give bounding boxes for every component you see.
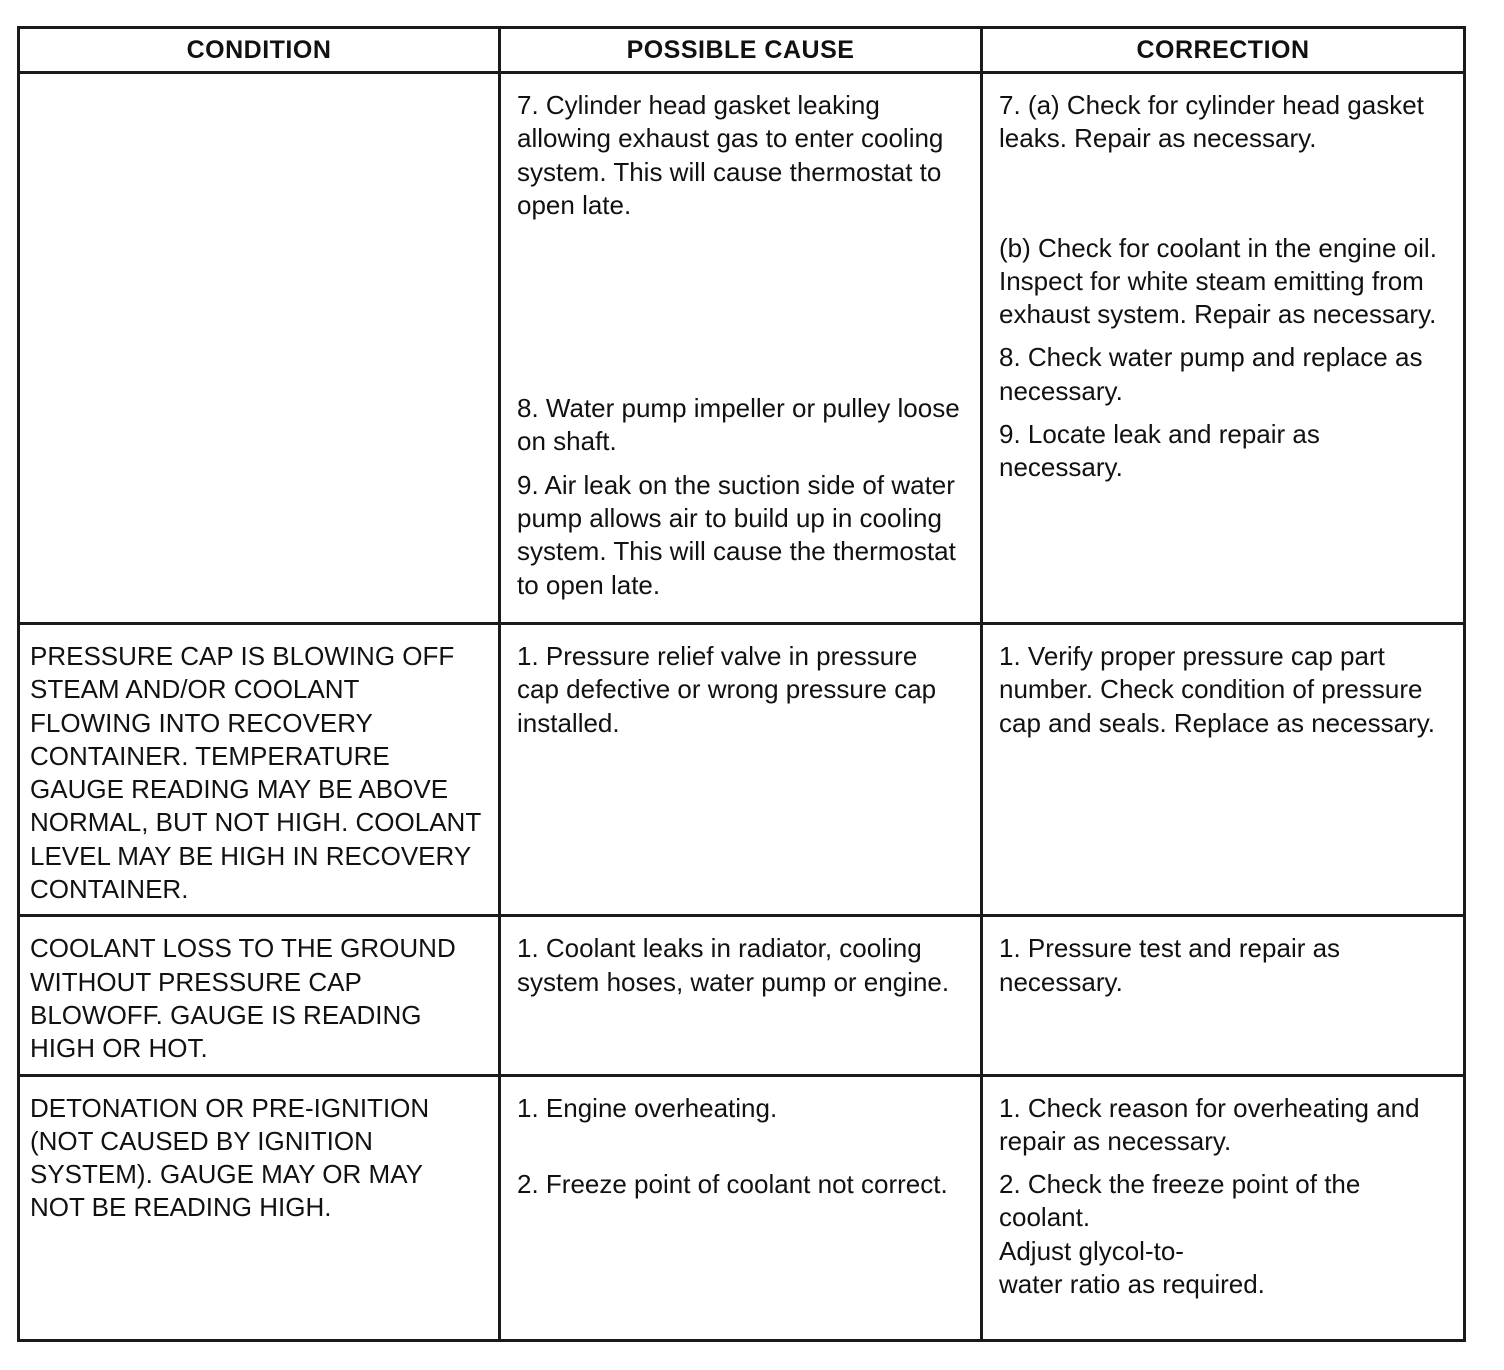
correction-item: water ratio as required. — [999, 1269, 1265, 1300]
correction-item: 8. Check water pump and replace as necessary. — [999, 342, 1423, 406]
correction-item: (b) Check for coolant in the engine oil. Inspect for white steam emitting from exhaust system. Repair as necessary. — [999, 232, 1437, 330]
cause-item: 9. Air leak on the suction side of water pump allows air to build up in cooling system. This will cause the thermostat to open late. — [517, 469, 956, 600]
condition-text: PRESSURE CAP IS BLOWING OFF STEAM AND/OR COOLANT FLOWING INTO RECOVERY CONTAINER. TEMPERATURE GAUGE READING MAY BE ABOVE NORMAL, BUT NOT HIGH. COOLANT LEVEL MAY BE HIGH IN RECOVERY CONTAINER. — [30, 641, 481, 905]
correction-item: 2. Check the freeze point of the coolant. — [999, 1169, 1361, 1233]
table-row — [19, 73, 1465, 624]
possible-cause-column-header: POSSIBLE CAUSE — [500, 28, 982, 73]
correction-cell — [982, 624, 1465, 916]
condition-cell — [19, 1075, 500, 1340]
cause-cell — [500, 1075, 982, 1340]
table-row — [19, 1075, 1465, 1340]
cause-item: 7. Cylinder head gasket leaking allowing exhaust gas to enter cooling system. This will cause thermostat to open late. — [517, 90, 944, 220]
correction-item: 1. Pressure test and repair as necessary. — [999, 933, 1341, 997]
correction-item: 1. Check reason for overheating and repair as necessary. — [999, 1092, 1420, 1156]
condition-text: DETONATION OR PRE-IGNITION (NOT CAUSED BY IGNITION SYSTEM). GAUGE MAY OR MAY NOT BE READING HIGH. — [30, 1092, 430, 1223]
condition-text: COOLANT LOSS TO THE GROUND WITHOUT PRESSURE CAP BLOWOFF. GAUGE IS READING HIGH OR HOT. — [30, 933, 456, 1064]
correction-item: 9. Locate leak and repair as necessary. — [999, 419, 1320, 483]
diagnosis-table — [17, 26, 1466, 1342]
table-header-row — [19, 28, 1465, 73]
condition-column-header: CONDITION — [19, 28, 500, 73]
correction-item: Adjust glycol-to- — [999, 1235, 1184, 1266]
cause-cell — [500, 73, 982, 624]
condition-text — [20, 74, 498, 97]
cause-item: 8. Water pump impeller or pulley loose on shaft. — [517, 393, 960, 457]
correction-cell — [982, 916, 1465, 1075]
table-row — [19, 916, 1465, 1075]
cause-item: 1. Engine overheating. — [517, 1092, 778, 1123]
cause-item: 1. Pressure relief valve in pressure cap defective or wrong pressure cap installed. — [517, 641, 937, 738]
cause-item: 1. Coolant leaks in radiator, cooling system hoses, water pump or engine. — [517, 933, 950, 997]
cause-cell — [500, 624, 982, 916]
cause-item: 2. Freeze point of coolant not correct. — [517, 1168, 948, 1199]
correction-cell — [982, 1075, 1465, 1340]
correction-item: 7. (a) Check for cylinder head gasket leaks. Repair as necessary. — [999, 90, 1424, 154]
condition-cell — [19, 916, 500, 1075]
correction-item: 1. Verify proper pressure cap part number. Check condition of pressure cap and seals. Replace as necessary. — [999, 641, 1435, 738]
cause-cell — [500, 916, 982, 1075]
condition-cell — [19, 73, 500, 624]
condition-cell — [19, 624, 500, 916]
correction-column-header: CORRECTION — [982, 28, 1465, 73]
table-row — [19, 624, 1465, 916]
correction-cell — [982, 73, 1465, 624]
